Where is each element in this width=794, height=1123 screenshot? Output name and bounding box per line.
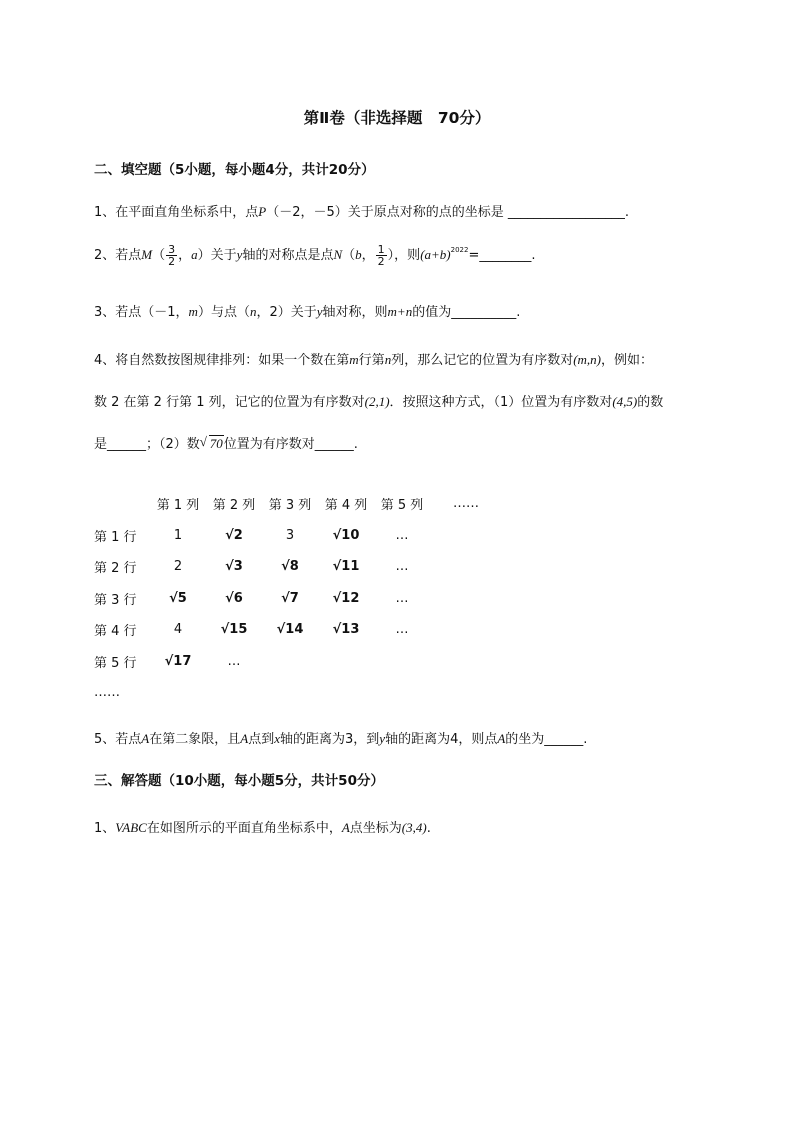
- table-cell: 3: [285, 527, 295, 543]
- table-cell: …: [227, 653, 241, 669]
- sqrt-70: √ 70: [199, 434, 223, 451]
- table-row: [94, 551, 502, 583]
- table-cell: √3: [225, 559, 243, 575]
- question-1: 1、在平面直角坐标系中，点P（－2，－5）关于原点对称的点的坐标是 __________________.: [94, 204, 630, 220]
- solution-question-1: 1、VABC在如图所示的平面直角坐标系中，A点坐标为(3,4).: [94, 820, 431, 836]
- row-label: 第 4 行: [94, 624, 137, 640]
- table-cell: √11: [332, 559, 360, 575]
- col-header: ……: [453, 496, 479, 512]
- col-header: 第 2 列: [212, 498, 256, 514]
- table-cell: √13: [332, 622, 360, 638]
- question-4-line-1: 4、将自然数按图规律排列：如果一个数在第m行第n列，那么记它的位置为有序数对(m,n)，例如：: [94, 352, 654, 368]
- page-title: 第Ⅱ卷（非选择题 70分）: [303, 109, 491, 127]
- table-cell: √10: [332, 527, 360, 543]
- col-header: 第 5 列: [380, 498, 424, 514]
- section-heading-solutions: 三、解答题（10小题，每小题5分，共计50分）: [94, 773, 384, 789]
- question-5: 5、若点A在第二象限，且A点到x轴的距离为3，到y轴的距离为4，则点A的坐为______.: [94, 731, 588, 747]
- table-row: [94, 646, 502, 678]
- col-header: 第 3 列: [268, 498, 312, 514]
- table-cell: …: [395, 527, 409, 543]
- section-heading-fill-in: 二、填空题（5小题，每小题4分，共计20分）: [94, 162, 375, 178]
- table-row: [94, 520, 502, 552]
- table-cell: …: [395, 622, 409, 638]
- col-header: 第 4 列: [324, 498, 368, 514]
- table-cell: √15: [220, 622, 248, 638]
- row-label: 第 5 行: [94, 655, 137, 671]
- question-4-line-3: 是______；（2）数 √ 70位置为有序数对______.: [94, 434, 358, 452]
- number-arrangement-table: [94, 488, 502, 709]
- question-3: 3、若点（－1，m）与点（n，2）关于y轴对称，则m+n的值为__________.: [94, 304, 521, 320]
- col-header: 第 1 列: [156, 498, 200, 514]
- row-label: 第 2 行: [94, 561, 137, 577]
- row-label: 第 3 行: [94, 592, 137, 608]
- table-cell: √12: [332, 590, 360, 606]
- table-cell: √2: [225, 527, 243, 543]
- table-cell: √6: [225, 590, 243, 606]
- question-2: 2、若点M（ $\frac{3}{2}$ ，a）关于y轴的对称点是点N（b， $\frac{1}{2}$ ），则$(a+b)^{2022}=\_\_\_\_\_\_\_\_$.: [94, 243, 536, 268]
- table-cell: [374, 646, 430, 678]
- fraction-one-half: $\frac{1}{2}$: [377, 243, 385, 268]
- answer-blank: =________.: [468, 248, 536, 263]
- row-label: 第 1 行: [94, 529, 137, 545]
- table-cell: …: [395, 590, 409, 606]
- table-cell: 2: [173, 559, 183, 575]
- table-cell: √17: [164, 653, 192, 669]
- answer-blank: __________________.: [503, 205, 630, 220]
- table-cell: [318, 646, 374, 678]
- table-cell: [262, 646, 318, 678]
- more-rows-ellipsis: ……: [94, 685, 120, 701]
- table-cell: √5: [169, 590, 187, 606]
- table-cell: √8: [281, 559, 299, 575]
- table-cell: …: [395, 559, 409, 575]
- table-row: [94, 583, 502, 615]
- table-cell: 4: [173, 622, 183, 638]
- table-cell: 1: [173, 527, 183, 543]
- table-row: [94, 614, 502, 646]
- question-4-line-2: 数 2 在第 2 行第 1 列，记它的位置为有序数对(2,1)．按照这种方式，（1）位置为有序数对(4,5)的数: [94, 394, 664, 410]
- table-cell: √14: [276, 622, 304, 638]
- table-cell: √7: [281, 590, 299, 606]
- table-more-row: [94, 677, 502, 709]
- table-header-row: [94, 488, 502, 520]
- fraction-three-halves: $\frac{3}{2}$: [168, 243, 176, 268]
